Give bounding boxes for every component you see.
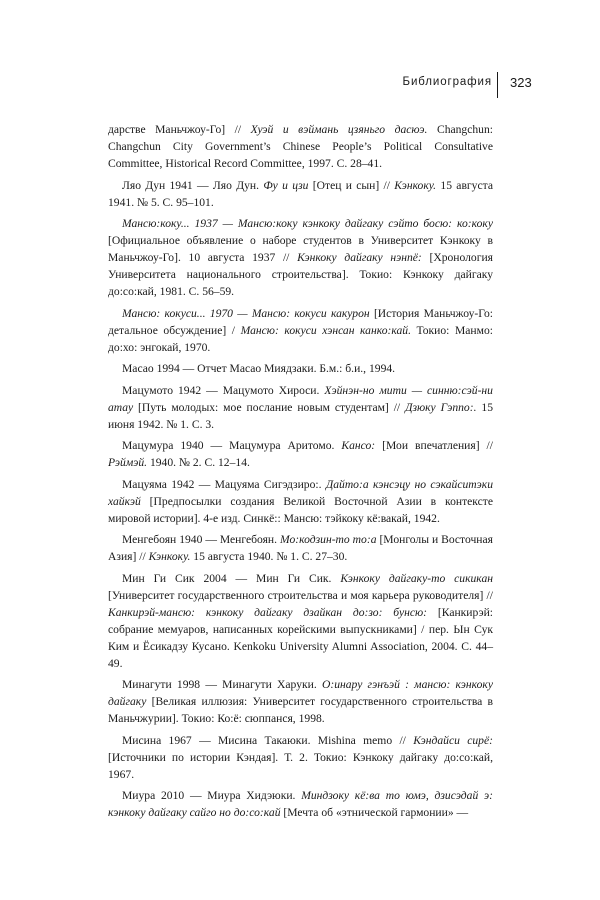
entry-title-italic: Кэнкоку. [394, 178, 437, 192]
entry-text: [Канкирэй: собрание мемуаров, написанных корейскими выпускниками] / пер. Ын Сук Ким и Ёсикадзу Кусано. Kenkoku University Alumni Association, 2004. С. 44–49. [108, 605, 493, 670]
entry-title-italic: Хуэй и вэймань цзяньго дасюэ. [250, 123, 428, 136]
entry-text: [Великая иллюзия: Университет государственного строительства в Маньчжурии]. Токио: Ко:ё: сюппанся, 1998. [108, 695, 493, 726]
bibliography-entry [108, 732, 493, 783]
header-divider [497, 72, 498, 98]
bibliography-entry [108, 676, 493, 727]
bibliography-entry [108, 177, 493, 211]
bibliography-entry [108, 437, 493, 471]
entry-text: Минагути 1998 — Минагути Харуки. [122, 678, 322, 692]
entry-text: [Мои впечатления] // [375, 439, 493, 453]
entry-title-italic: Фу и цзи [263, 178, 309, 192]
entry-title-italic: Канкирэй-мансю: кэнкоку дайгаку дзайкан до:зо: бунсю: [108, 605, 428, 619]
bibliography-entry [108, 570, 493, 672]
entry-text: 15 августа 1940. № 1. С. 27–30. [190, 550, 348, 564]
entry-text: 15 августа 1941. № 5. С. 95–101. [108, 178, 493, 209]
bibliography-entry [108, 787, 493, 821]
entry-text: Ляо Дун 1941 — Ляо Дун. [122, 178, 264, 192]
entry-text: [Путь молодых: мое послание новым студентам] // [133, 400, 406, 414]
entry-text: [Предпосылки создания Великой Восточной Азии в контексте мировой истории]. 4-е изд. Синкё:: Мансю: тэйкоку кё:вакай, 1942. [108, 494, 493, 525]
entry-text: 1940. № 2. С. 12–14. [147, 456, 250, 470]
entry-text: Changchun: Changchun City Government’s Chinese People’s Political Consultative Committee, Historical Record Committee, 1997. С. 28–41. [108, 123, 493, 171]
bibliography-entry [108, 121, 493, 172]
entry-text: Мисина 1967 — Мисина Такаюки. Mishina memo // [122, 733, 414, 747]
page-number: 323 [510, 75, 532, 90]
entry-text: Мин Ги Сик 2004 — Мин Ги Сик. [122, 571, 341, 585]
entry-text: [Университет государственного строительства и моя карьера руководителя] // [108, 588, 493, 602]
entry-text: Менгебоян 1940 — Менгебоян. [122, 533, 280, 547]
entry-title-italic: Миндзоку кё:ва то юмэ, дзисэдай э: кэнкоку дайгаку сайго но до:со:кай [108, 789, 493, 820]
entry-title-italic: Кэнкоку дайгаку-то сикикан [340, 571, 493, 585]
entry-text: Мацумото 1942 — Мацумото Хироси. [122, 383, 325, 397]
running-head [0, 72, 600, 98]
bibliography-entry [108, 305, 493, 356]
entry-text: Токио: Манмо: до:хо: энгокай, 1970. [108, 323, 493, 354]
entry-text: [Отец и сын] // [308, 178, 395, 192]
bibliography-entry [108, 382, 493, 433]
bibliography-entry [108, 476, 493, 527]
entry-title-italic: Дзюку Гэппо:. [405, 400, 477, 414]
entry-text: [Источники по истории Кэндая]. Т. 2. Токио: Кэнкоку дайгаку до:со:кай, 1967. [108, 750, 493, 781]
entry-text: Мацумура 1940 — Мацумура Аритомо. [122, 439, 342, 453]
entry-text: [Монголы и Восточная Азия] // [108, 533, 493, 564]
bibliography-entry [108, 531, 493, 565]
entry-text: Мацуяма 1942 — Мацуяма Сигэдзиро:. [122, 477, 326, 491]
entry-title-italic: Кэндайси сирё: [413, 733, 493, 747]
entry-title-italic: Дайто:а кэнсэцу но сэкайситэки хайкэй [108, 477, 493, 508]
entry-text: дарстве Маньчжоу-Го] // [108, 123, 251, 136]
bibliography-text [108, 121, 493, 826]
entry-title-italic: Кэнкоку дайгаку нэнпё: [297, 251, 422, 265]
entry-title-italic: Кэнкоку. [148, 550, 191, 564]
entry-text: Масао 1994 — Отчет Масао Миядзаки. Б.м.: б.и., 1994. [122, 362, 396, 376]
entry-title-italic: Хэйнэн-но мити — синню:сэй-ни атау [108, 383, 493, 414]
entry-title-italic: Мансю: кокуси... 1970 — Мансю: кокуси какурон [122, 306, 370, 320]
running-head-title: Библиография [402, 76, 492, 88]
entry-title-italic: О:инару гэнъэй : мансю: кэнкоку дайгаку [108, 678, 494, 709]
entry-title-italic: Мансю: кокуси хэнсан канко:кай. [240, 323, 411, 337]
entry-text: [История Маньчжоу-Го: детальное обсуждение] / [108, 306, 493, 337]
entry-text: [Мечта об «этнической гармонии» — [280, 806, 469, 820]
entry-title-italic: Рэймэй. [108, 456, 148, 470]
entry-text: [Хронология Университета национального строительства]. Токио: Кэнкоку дайгаку до:со:кай, 1981. С. 56–59. [108, 251, 494, 299]
entry-text: Миура 2010 — Миура Хидэюки. [122, 789, 302, 803]
entry-text: 15 июня 1942. № 1. С. 3. [108, 400, 493, 431]
entry-title-italic: Кансо: [341, 439, 376, 453]
bibliography-entry [108, 215, 493, 300]
bibliography-entry [108, 360, 493, 377]
entry-title-italic: Мо:кодзин-то то:а [279, 533, 377, 547]
entry-title-italic: Мансю:коку... 1937 — Мансю:коку кэнкоку дайгаку сэйто босю: ко:коку [122, 217, 493, 231]
entry-text: [Официальное объявление о наборе студентов в Университет Кэнкоку в Маньчжоу-Го]. 10 августа 1937 // [108, 234, 493, 265]
